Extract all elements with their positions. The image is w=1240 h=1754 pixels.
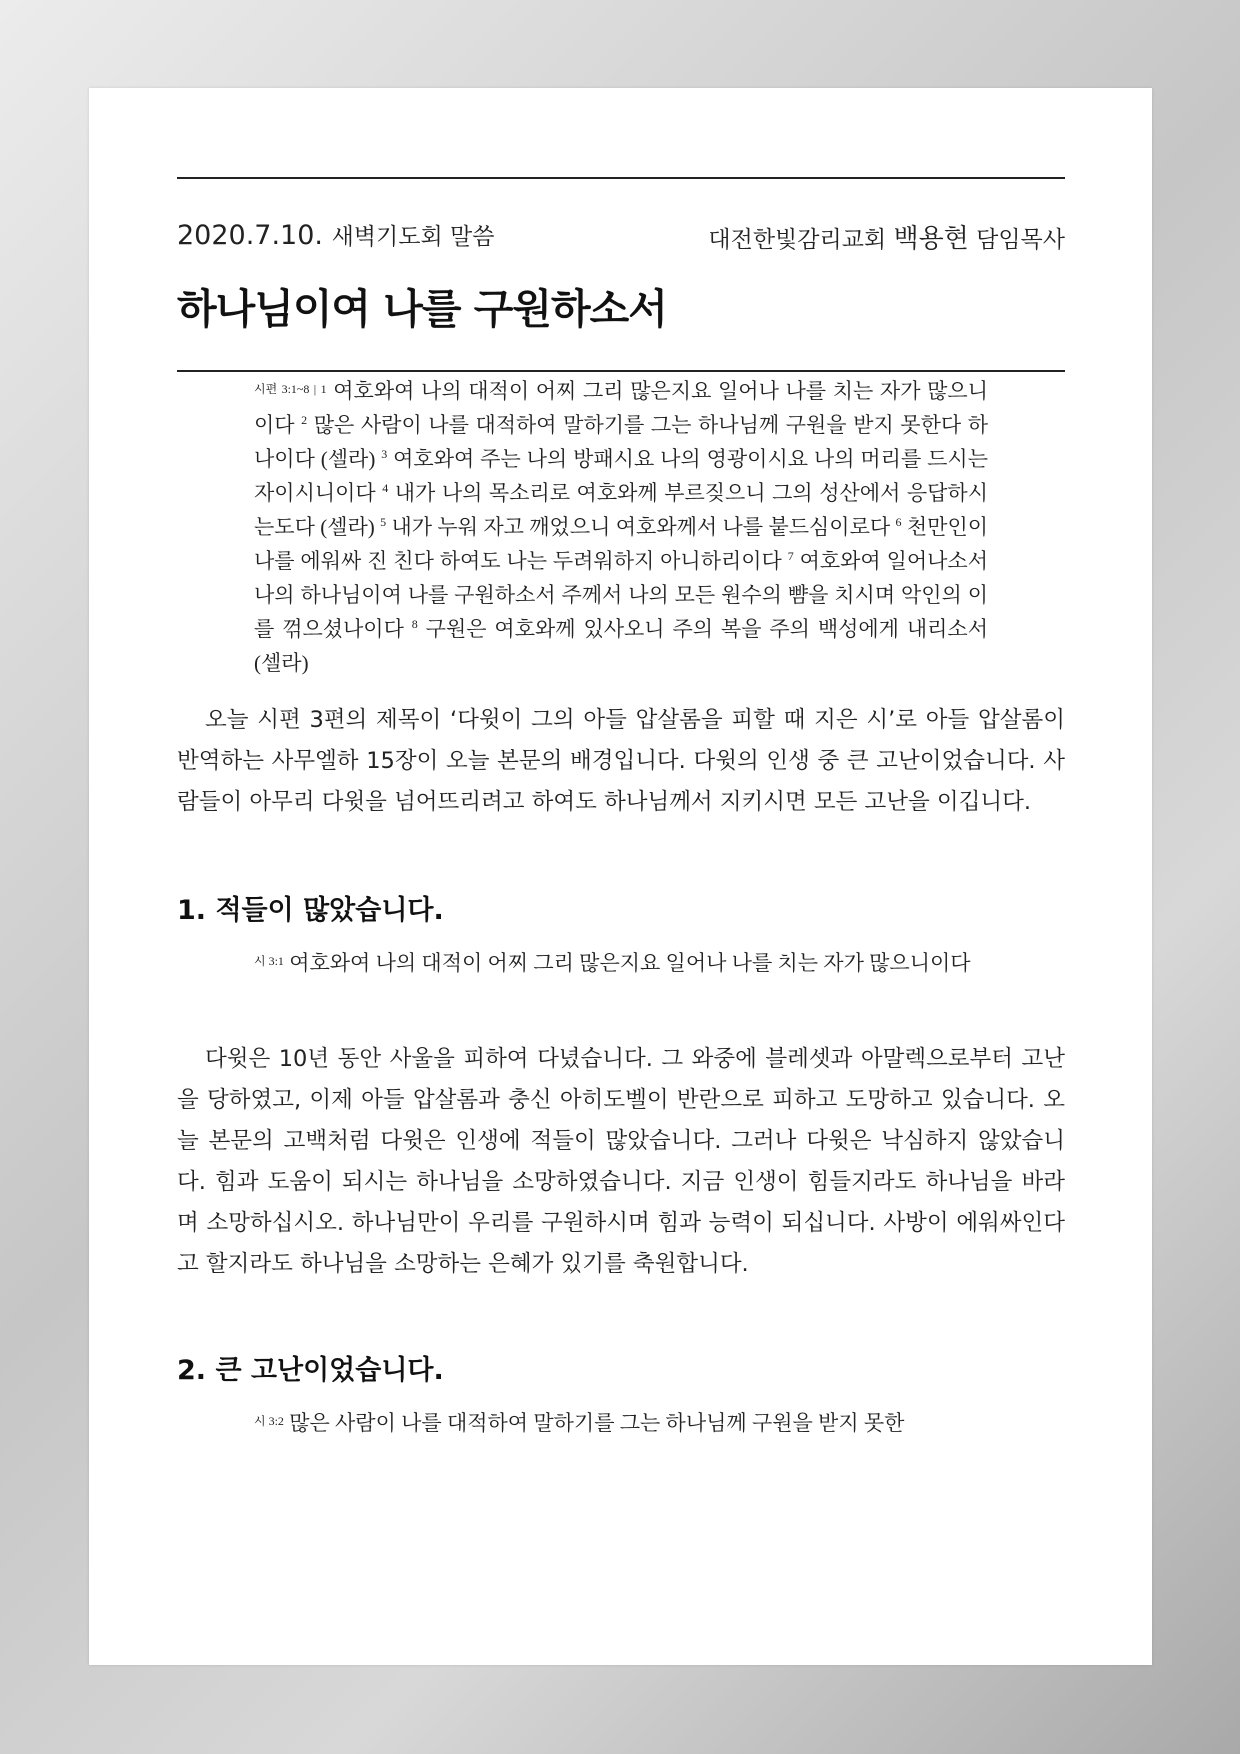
verse-number: 8 bbox=[411, 617, 418, 631]
pastor-title: 담임목사 bbox=[976, 227, 1065, 253]
verse-number: 4 bbox=[382, 481, 389, 495]
verse-text: 많은 사람이 나를 대적하여 말하기를 그는 하나님께 구원을 받지 못한 bbox=[289, 1411, 905, 1435]
verse-text: 여호와여 주는 나의 방패시요 나의 영광이시요 나의 머리를 드시는 자이시니이다 bbox=[254, 447, 989, 505]
scripture-reference: 시 3:1 bbox=[254, 954, 284, 968]
sermon-title: 하나님이여 나를 구원하소서 bbox=[177, 285, 667, 333]
verse-text: 여호와여 나의 대적이 어찌 그리 많은지요 일어나 나를 치는 자가 많으니이다 bbox=[289, 951, 971, 975]
scripture-reference: 시편 3:1~8 | 1 bbox=[254, 382, 327, 396]
verse-text: 내가 누워 자고 깨었으니 여호와께서 나를 붙드심이로다 bbox=[391, 515, 891, 539]
verse-number: 7 bbox=[787, 549, 794, 563]
church-info bbox=[708, 218, 1065, 255]
verse-text: 여호와여 일어나소서 나의 하나님이여 나를 구원하소서 주께서 나의 모든 원수의 뺨을 치시며 악인의 이를 꺾으셨나이다 bbox=[254, 549, 989, 641]
document-page bbox=[89, 88, 1152, 1665]
pastor-name: 백용현 bbox=[893, 224, 969, 254]
section-2-heading: 2. 큰 고난이었습니다. bbox=[177, 1355, 444, 1386]
section-1-scripture bbox=[254, 946, 988, 980]
church-name: 대전한빛감리교회 bbox=[708, 227, 887, 253]
verse-text: 여호와여 나의 대적이 어찌 그리 많은지요 일어나 나를 치는 자가 많으니이다 bbox=[254, 379, 989, 437]
verse-number: 2 bbox=[301, 413, 308, 427]
verse-number: 6 bbox=[895, 515, 902, 529]
section-1-heading: 1. 적들이 많았습니다. bbox=[177, 895, 444, 926]
verse-number: 3 bbox=[381, 447, 388, 461]
intro-paragraph: 오늘 시편 3편의 제목이 ‘다윗이 그의 아들 압살롬을 피할 때 지은 시’로 아들 압살롬이 반역하는 사무엘하 15장이 오늘 본문의 배경입니다. 다윗의 인생 중 큰 고난이었습니다. 사람들이 아무리 다윗을 넘어뜨리려고 하여도 하나님께서 지키시면 모든 고난을 이깁니다. bbox=[177, 707, 1065, 815]
verse-text: 내가 나의 목소리로 여호와께 부르짖으니 그의 성산에서 응답하시는도다 (셀라) bbox=[254, 481, 989, 539]
date-text: 2020.7.10. bbox=[177, 220, 323, 251]
verse-text: 구원은 여호와께 있사오니 주의 복을 주의 백성에게 내리소서 (셀라) bbox=[254, 617, 988, 675]
verse-text: 천만인이 나를 에워싸 진 친다 하여도 나는 두려워하지 아니하리이다 bbox=[254, 515, 989, 573]
main-scripture bbox=[254, 374, 988, 680]
service-name: 새벽기도회 말씀 bbox=[331, 224, 495, 250]
section-2-scripture bbox=[254, 1406, 988, 1440]
section-1-paragraph: 다윗은 10년 동안 사울을 피하여 다녔습니다. 그 와중에 블레셋과 아말렉으로부터 고난을 당하였고, 이제 아들 압살롬과 충신 아히도벨이 반란으로 피하고 도망하고 있습니다. 오늘 본문의 고백처럼 다윗은 인생에 적들이 많았습니다. 그러나 다윗은 낙심하지 않았습니다. 힘과 도움이 되시는 하나님을 소망하였습니다. 지금 인생이 힘들지라도 하나님을 바라며 소망하십시오. 하나님만이 우리를 구원하시며 힘과 능력이 되십니다. 사방이 에워싸인다고 할지라도 하나님을 소망하는 은혜가 있기를 축원합니다. bbox=[177, 1046, 1065, 1277]
sermon-date bbox=[177, 218, 494, 251]
verse-number: 5 bbox=[380, 515, 387, 529]
scripture-reference: 시 3:2 bbox=[254, 1414, 284, 1428]
bottom-rule bbox=[177, 370, 1065, 372]
top-rule bbox=[177, 177, 1065, 179]
verse-text: 많은 사람이 나를 대적하여 말하기를 그는 하나님께 구원을 받지 못한다 하나이다 (셀라) bbox=[254, 413, 989, 471]
